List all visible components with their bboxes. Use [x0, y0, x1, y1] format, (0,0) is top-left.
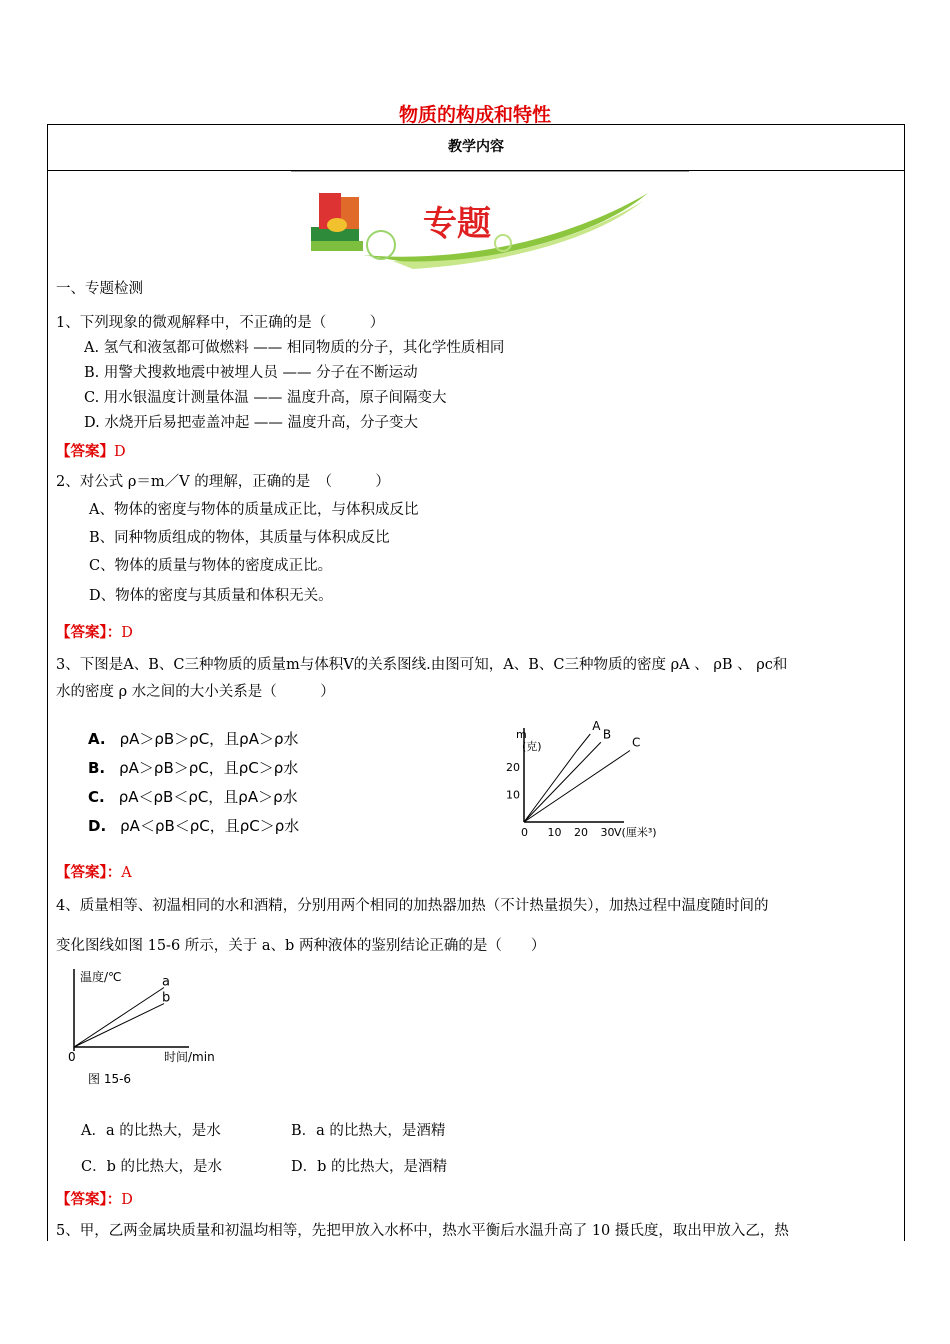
series-label-b: b: [162, 990, 171, 1006]
y-tick-label: 10: [506, 788, 520, 802]
question-5-line1: 5、甲，乙两金属块质量和初温均相等，先把甲放入水杯中，热水平衡后水温升高了 10 摄氏度，取出甲放入乙，热: [56, 1223, 789, 1239]
series-line-b: [74, 1004, 164, 1047]
question-4-line2: 变化图线如图 15-6 所示，关于 a、b 两种液体的鉴别结论正确的是（ ）: [56, 938, 546, 954]
y-tick-label: 20: [506, 761, 520, 774]
q1-answer: 【答案】D: [56, 444, 126, 460]
topic-banner: [303, 183, 693, 275]
series-label-A: A: [592, 720, 601, 733]
q4-option-d: D．b 的比热大，是酒精: [291, 1159, 448, 1175]
page-title: 物质的构成和特性: [398, 104, 551, 126]
divider: [291, 171, 689, 172]
x-tick-label: 20: [574, 826, 588, 839]
y-axis-label: m: [516, 728, 527, 741]
q1-option-c: C. 用水银温度计测量体温 —— 温度升高，原子间隔变大: [84, 390, 447, 406]
x-tick-label: 10: [547, 826, 562, 839]
q3-option-c: C. ρA＜ρB＜ρC，且ρA＞ρ水: [88, 788, 298, 806]
q4-option-c: C．b 的比热大，是水: [81, 1159, 222, 1175]
q3-option-a: A. ρA＞ρB＞ρC，且ρA＞ρ水: [88, 730, 299, 748]
q3-option-d: D. ρA＜ρB＜ρC，且ρC＞ρ水: [88, 817, 300, 835]
q1-option-d: D. 水烧开后易把壶盖冲起 —— 温度升高，分子变大: [84, 415, 419, 431]
q4-option-a: A．a 的比热大，是水: [81, 1123, 221, 1139]
cup-icon: [327, 218, 347, 232]
question-1: 1、下列现象的微观解释中，不正确的是（ ）: [56, 315, 385, 331]
series-label-C: C: [632, 735, 641, 750]
q2-answer: 【答案】：D: [56, 625, 133, 641]
series-label-a: a: [162, 974, 170, 990]
x-axis-label: 时间/min: [164, 1050, 215, 1064]
q4-option-b: B．a 的比热大，是酒精: [291, 1123, 446, 1139]
question-2: 2、对公式 ρ＝m／V 的理解，正确的是 （ ）: [56, 474, 390, 490]
q1-option-a: A. 氢气和液氢都可做燃料 —— 相同物质的分子，其化学性质相同: [84, 340, 505, 356]
content-table: [47, 124, 905, 1241]
y-axis-unit: (克): [522, 740, 542, 753]
section-heading: 一、专题检测: [56, 281, 143, 297]
q3-answer: 【答案】：A: [56, 865, 132, 881]
x-tick-label: 0: [521, 826, 528, 839]
x-tick-label: 30: [600, 826, 615, 839]
question-3-line2: 水的密度 ρ 水之间的大小关系是（ ）: [56, 684, 335, 700]
question-3-line1: 3、下图是A、B、C三种物质的质量m与体积V的关系图线.由图可知，A、B、C三种物质的密度 ρA 、 ρB 、 ρc和: [56, 657, 788, 673]
banner-text: 专题: [423, 204, 491, 244]
q2-option-b: B、同种物质组成的物体，其质量与体积成反比: [89, 530, 390, 546]
table-header: 教学内容: [48, 125, 904, 171]
temperature-time-chart: [60, 963, 260, 1093]
question-4-line1: 4、质量相等、初温相同的水和酒精，分别用两个相同的加热器加热（不计热量损失），加热过程中温度随时间的: [56, 898, 769, 914]
series-line-a: [74, 988, 164, 1048]
y-axis-label: 温度/℃: [80, 970, 122, 984]
q3-option-b: B. ρA＞ρB＞ρC，且ρC＞ρ水: [88, 759, 299, 777]
q4-answer: 【答案】：D: [56, 1192, 133, 1208]
mass-volume-chart: [496, 720, 676, 840]
series-line-C: [524, 751, 630, 823]
origin-label: 0: [68, 1050, 76, 1064]
figure-caption: 图 15-6: [88, 1072, 132, 1086]
series-label-B: B: [602, 727, 612, 742]
x-axis-label: V(厘米³): [614, 826, 657, 839]
q1-option-b: B. 用警犬搜救地震中被埋人员 —— 分子在不断运动: [84, 365, 418, 381]
q2-option-a: A、物体的密度与物体的质量成正比，与体积成反比: [89, 502, 419, 518]
q2-option-c: C、物体的质量与物体的密度成正比。: [89, 558, 333, 574]
q2-option-d: D、物体的密度与其质量和体积无关。: [89, 588, 333, 604]
series-line-B: [524, 742, 601, 822]
